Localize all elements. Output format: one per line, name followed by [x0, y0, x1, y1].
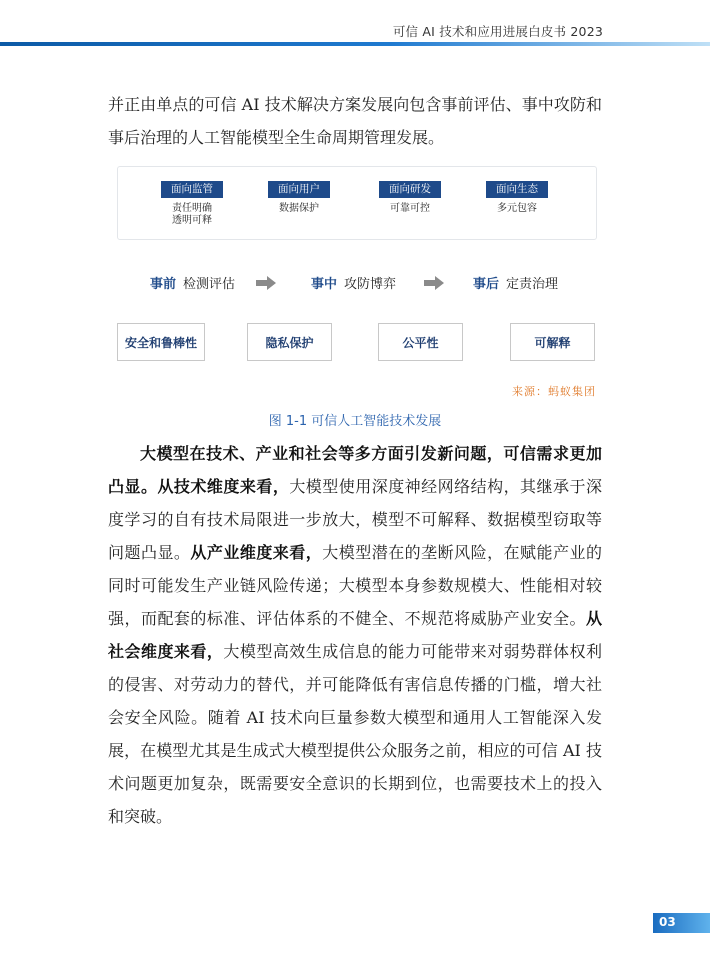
lead-bold: 大模型在技术、产业和社会等多方面引发新问题，可信需求更加凸显。 [108, 444, 602, 496]
aspect-text: 数据保护 [279, 203, 319, 214]
stage-label: 攻防博弈 [344, 277, 397, 292]
aspect-tag: 面向研发 [379, 181, 441, 198]
society-bold: 从社会维度来看， [108, 609, 602, 661]
stage-after [473, 273, 558, 292]
aspect-users [268, 181, 330, 215]
aspect-regulation [161, 181, 223, 227]
body-paragraph [108, 437, 602, 833]
header-rule [0, 42, 710, 46]
aspect-tag: 面向生态 [486, 181, 548, 198]
aspect-rnd [379, 181, 441, 215]
figure-aspects-panel [117, 166, 597, 240]
stage-keyword: 事前 [150, 277, 177, 292]
aspect-tag: 面向用户 [268, 181, 330, 198]
page-number: 03 [659, 915, 676, 929]
running-header-title: 可信 AI 技术和应用进展白皮书 2023 [392, 24, 603, 39]
industry-bold: 从产业维度来看， [190, 543, 323, 562]
aspect-tag: 面向监管 [161, 181, 223, 198]
stage-label: 定责治理 [506, 277, 559, 292]
aspect-text: 可靠可控 [390, 203, 430, 214]
stage-label: 检测评估 [183, 277, 236, 292]
pillar-security-robustness: 安全和鲁棒性 [117, 323, 205, 361]
intro-paragraph: 并正由单点的可信 AI 技术解决方案发展向包含事前评估、事中攻防和事后治理的人工智能模型全生命周期管理发展。 [108, 95, 602, 147]
tech-bold: 从技术维度来看， [157, 477, 290, 496]
society-text: 大模型高效生成信息的能力可能带来对弱势群体权利的侵害、对劳动力的替代，并可能降低有害信息传播的门槛，增大社会安全风险。随着 AI 技术向巨量参数大模型和通用人工智能深入发展，在模型尤其是生成式大模型提供公众服务之前，相应的可信 AI 技术问题更加复杂，既需要安全意识的长期到位，也需要技术上的投入和突破。 [108, 642, 602, 826]
stage-during [311, 273, 396, 292]
aspect-text: 多元包容 [497, 203, 537, 214]
stage-before [150, 273, 235, 292]
page-number-tab [653, 913, 710, 933]
stage-keyword: 事后 [473, 277, 500, 292]
tech-text: 大模型使用深度神经网络结构，其继承于深度学习的自有技术局限进一步放大，模型不可解释、数据模型窃取等问题凸显。 [108, 477, 602, 562]
industry-text: 大模型潜在的垄断风险，在赋能产业的同时可能发生产业链风险传递；大模型本身参数规模大、性能相对较强，而配套的标准、评估体系的不健全、不规范将威胁产业安全。 [108, 543, 602, 628]
pillar-fairness: 公平性 [378, 323, 463, 361]
aspect-text: 责任明确 透明可释 [172, 203, 212, 226]
figure-caption: 图 1-1 可信人工智能技术发展 [268, 414, 442, 429]
pillar-privacy: 隐私保护 [247, 323, 332, 361]
arrow-right-icon [256, 276, 276, 290]
arrow-right-icon [424, 276, 444, 290]
figure-source: 来源：蚂蚁集团 [512, 385, 596, 398]
pillar-explainability: 可解释 [510, 323, 595, 361]
stage-keyword: 事中 [311, 277, 338, 292]
aspect-ecosystem [486, 181, 548, 215]
